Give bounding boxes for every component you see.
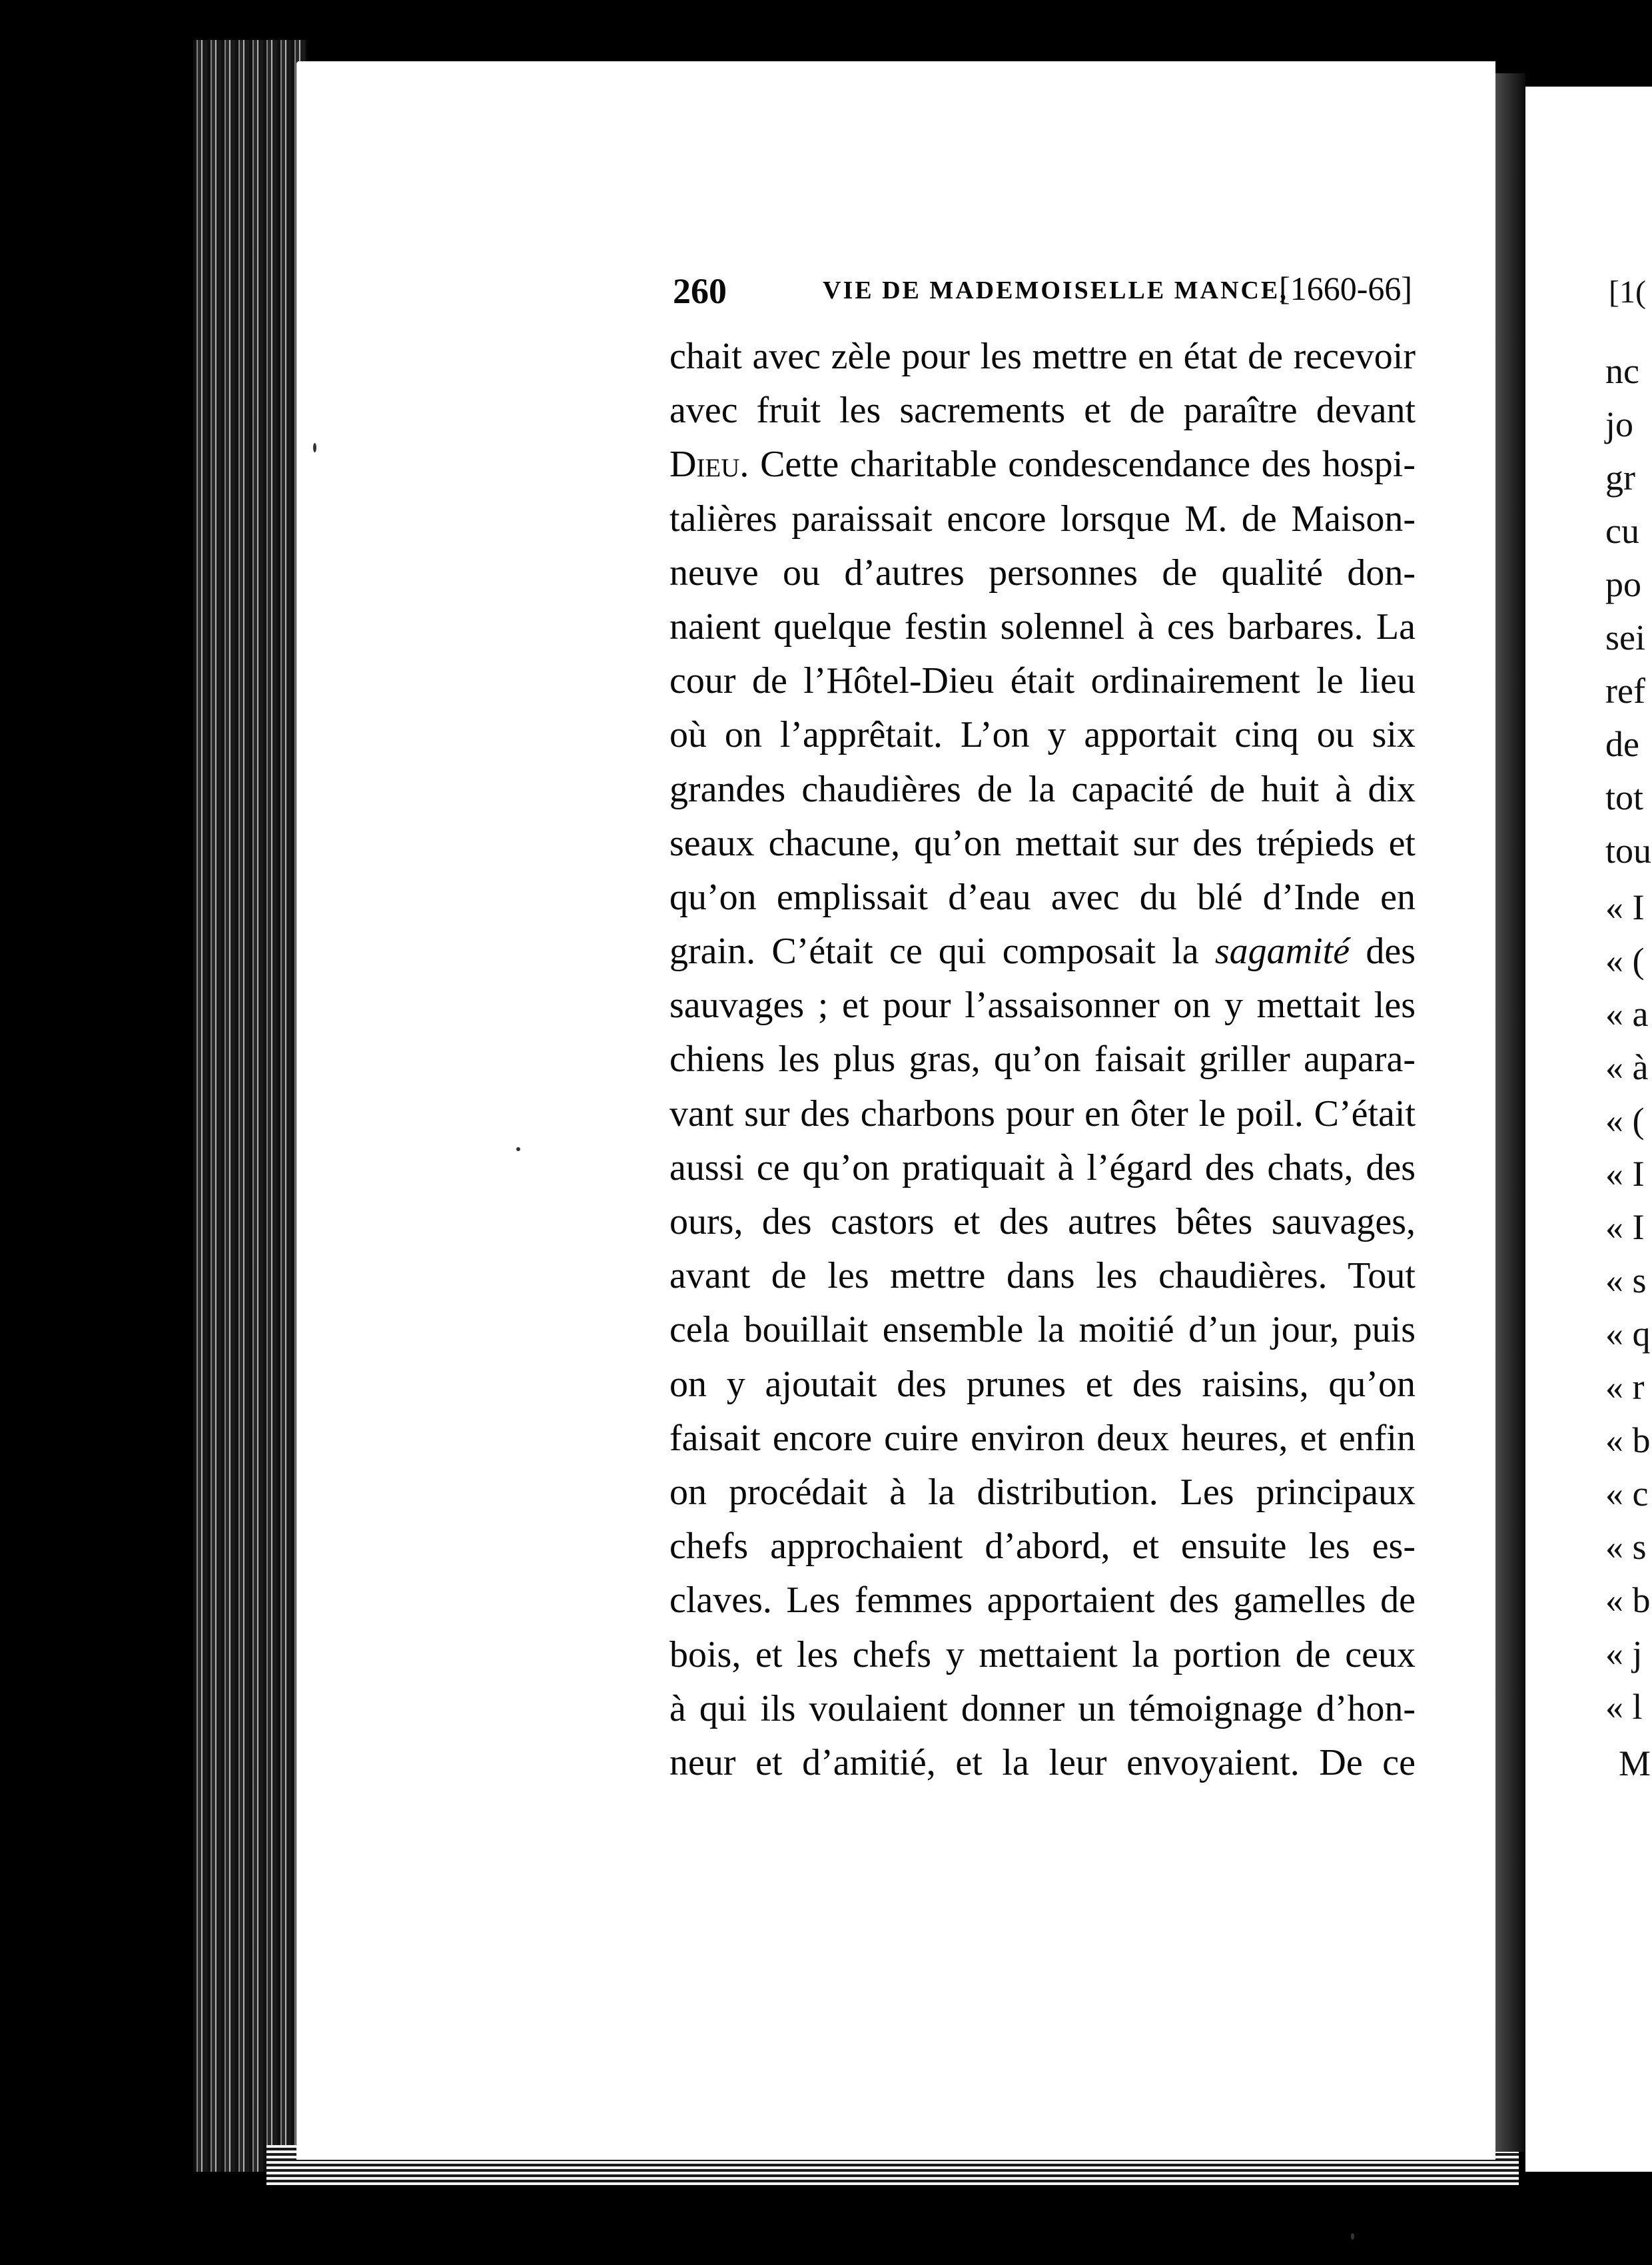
text-line [669, 438, 1416, 492]
text-line: claves. Les femmes apportaient des gamelles de [669, 1580, 1416, 1621]
facing-line-fragment: jo [1605, 404, 1634, 444]
text-line: aussi ce qu’on pratiquait à l’égard des chats, des [669, 1146, 1416, 1188]
facing-line-fragment: tou [1605, 831, 1652, 871]
facing-header-fragment: [1( [1609, 274, 1646, 310]
facing-line-fragment: « I [1605, 887, 1645, 927]
text-line: naient quelque festin solennel à ces barbares. La [669, 606, 1416, 648]
text-line: avant de les mettre dans les chaudières. Tout [669, 1255, 1416, 1297]
text-line: où on l’apprêtait. L’on y apportait cinq ou six [669, 714, 1416, 756]
facing-line-fragment: gr [1605, 458, 1635, 498]
text-line [669, 925, 1416, 979]
running-title: VIE DE MADEMOISELLE MANCE, [823, 276, 1288, 304]
text-line: cour de l’Hôtel-Dieu était ordinairement le lieu [669, 660, 1416, 702]
text-line: chait avec zèle pour les mettre en état de recevoir [669, 336, 1416, 377]
text-line: talières paraissait encore lorsque M. de Maison- [669, 498, 1416, 540]
text-line: neuve ou d’autres personnes de qualité don- [669, 552, 1416, 594]
facing-line-fragment: « I [1605, 1207, 1645, 1247]
running-date-range: [1660-66] [1279, 270, 1412, 307]
dust-speck [313, 443, 316, 452]
text-line: seaux chacune, qu’on mettait sur des trépieds et [669, 822, 1416, 864]
facing-line-fragment: « j [1605, 1633, 1643, 1673]
text-line: qu’on emplissait d’eau avec du blé d’Inde en [669, 876, 1416, 918]
text-line-end: des [1350, 931, 1416, 973]
text-line: cela bouillait ensemble la moitié d’un jour, puis [669, 1309, 1416, 1351]
facing-line-fragment: « ( [1605, 941, 1645, 981]
facing-page [1525, 87, 1652, 2172]
facing-line-fragment: « r [1605, 1367, 1645, 1407]
facing-line-fragment: « a [1605, 994, 1649, 1034]
facing-line-fragment: « l [1605, 1687, 1643, 1727]
text-line: ours, des castors et des autres bêtes sauvages, [669, 1201, 1416, 1242]
facing-line-fragment: « b [1605, 1420, 1651, 1460]
facing-line-fragment: « s [1605, 1527, 1647, 1567]
text-line: avec fruit les sacrements et de paraître devant [669, 390, 1416, 432]
page-number: 260 [673, 271, 727, 311]
book-page-edges [193, 40, 306, 2172]
facing-line-fragment: « c [1605, 1474, 1649, 1514]
text-line: vant sur des charbons pour en ôter le poil. C’était [669, 1093, 1416, 1134]
facing-line-fragment: « I [1605, 1154, 1645, 1194]
text-line: à qui ils voulaient donner un témoignage d’hon- [669, 1687, 1416, 1729]
body-text [669, 330, 1416, 1790]
text-line: bois, et les chefs y mettaient la portion de ceux [669, 1633, 1416, 1675]
facing-line-fragment: « b [1605, 1580, 1651, 1620]
text-line: neur et d’amitié, et la leur envoyaient. De ce [669, 1741, 1416, 1783]
facing-line-fragment: de [1605, 724, 1639, 764]
facing-line-fragment: sei [1605, 618, 1645, 658]
facing-line-fragment: « s [1605, 1260, 1647, 1300]
facing-line-fragment: tot [1605, 777, 1644, 817]
text-line: faisait encore cuire environ deux heures, et enfin [669, 1417, 1416, 1459]
italic-word: sagamité [1214, 931, 1350, 973]
text-line: on procédait à la distribution. Les principaux [669, 1471, 1416, 1513]
text-line: chiens les plus gras, qu’on faisait griller aupara- [669, 1039, 1416, 1081]
book-spine-shadow [1495, 73, 1525, 2152]
dust-speck [516, 1147, 520, 1151]
running-head [673, 266, 1412, 313]
facing-line-fragment: « q [1605, 1314, 1651, 1354]
facing-line-fragment: ref [1605, 671, 1645, 711]
small-caps-word: Dieu [669, 444, 740, 486]
text-line: chefs approchaient d’abord, et ensuite les es- [669, 1526, 1416, 1568]
text-line: grandes chaudières de la capacité de huit à dix [669, 768, 1416, 810]
text-line: sauvages ; et pour l’assaisonner on y mettait les [669, 985, 1416, 1027]
facing-line-fragment: po [1605, 564, 1641, 604]
text-line: on y ajoutait des prunes et des raisins, qu’on [669, 1363, 1416, 1405]
facing-line-fragment: M [1619, 1743, 1651, 1783]
facing-line-fragment: nc [1605, 351, 1639, 391]
facing-line-fragment: « à [1605, 1047, 1649, 1087]
facing-line-fragment: « ( [1605, 1101, 1645, 1140]
text-line-rest: . Cette charitable condescendance des hospi- [739, 444, 1416, 486]
text-line-start: grain. C’était ce qui composait la [669, 931, 1215, 973]
dust-speck [1351, 2233, 1354, 2240]
facing-line-fragment: cu [1605, 511, 1639, 551]
